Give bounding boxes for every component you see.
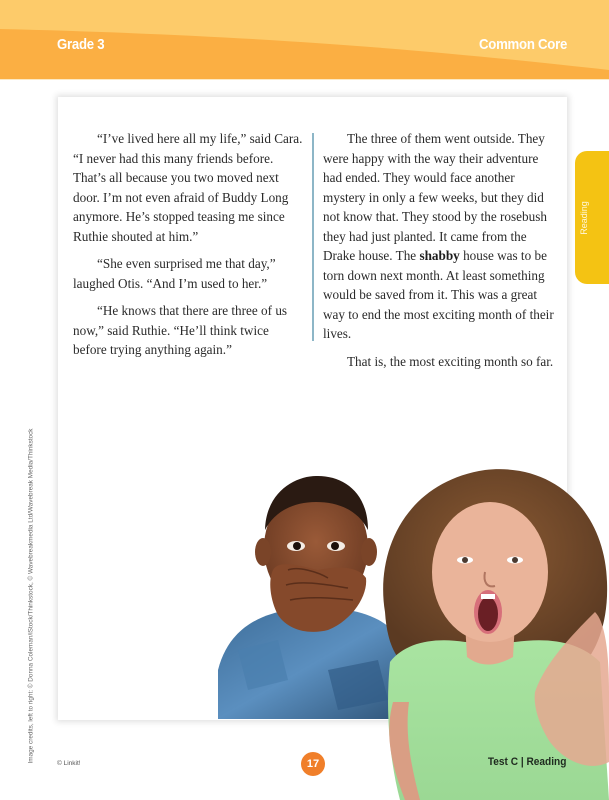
passage-right-column (323, 129, 555, 379)
girl-photo (375, 462, 609, 800)
side-tab-label: Reading (579, 201, 589, 235)
image-credits: Image credits, left to right: © Donna Coleman/iStock/Thinkstock, © Wavebreakmedia Ltd/Wavebreak Media/Thinkstock (27, 428, 35, 764)
passage-paragraph: “He knows that there are three of us now,” said Ruthie. “He’ll think twice before trying anything again.” (73, 303, 288, 357)
test-label: Test C | Reading (487, 756, 566, 768)
standard-label: Common Core (478, 36, 567, 53)
passage-left-column (73, 129, 305, 368)
passage-paragraph: “She even surprised me that day,” laughed Otis. “And I’m used to her.” (73, 256, 276, 291)
page-number-badge: 17 (301, 752, 325, 776)
passage-paragraph (323, 129, 555, 344)
passage-paragraph: That is, the most exciting month so far. (347, 353, 554, 369)
passage-paragraph: “I’ve lived here all my life,” said Cara. “I never had this many friends before. That’s all because you two moved next door. I’m not even afraid of Buddy Long anymore. He’s stopped teasing me since Ruthie shouted at him.” (73, 131, 303, 244)
vocabulary-word: shabby (419, 248, 460, 263)
column-divider (312, 133, 314, 341)
copyright-notice: © Linkit! (57, 760, 81, 767)
paragraph-text: The three of them went outside. They were happy with the way their adventure had ended. They would face another mystery in only a few weeks, but they did not know that. They stood by the rosebush they had just planted. It came from the Drake house. The (323, 131, 547, 263)
paragraph-text: house was to be torn down next month. At least something would be saved from it. This was a great way to end the most exciting month of their lives. (323, 248, 554, 341)
page-header (0, 0, 609, 80)
grade-label: Grade 3 (57, 36, 105, 53)
